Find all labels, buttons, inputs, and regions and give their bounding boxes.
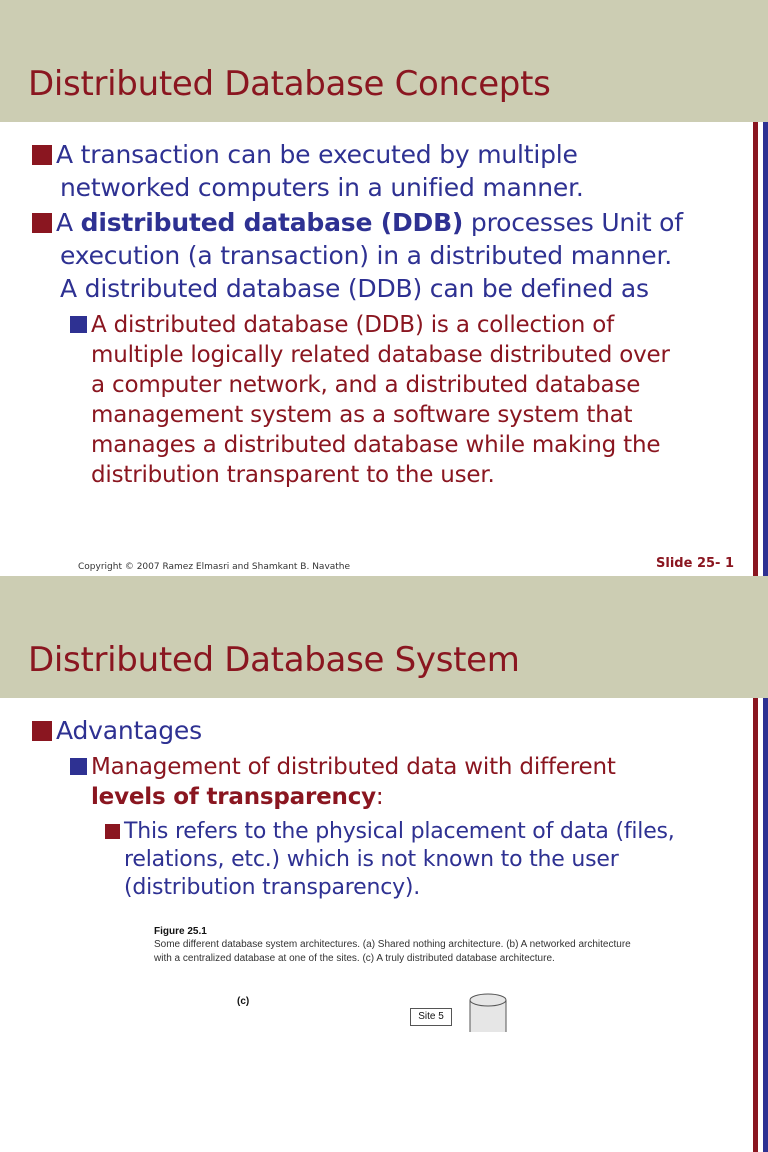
bullet-square-icon bbox=[32, 721, 52, 741]
bullet-ddb-definition: A distributed database (DDB) processes Unit of execution (a transaction) in a distributed manner. A distributed database (DDB) can be defined as bbox=[32, 206, 683, 305]
site-box: Site 5 bbox=[410, 1008, 452, 1026]
figure-caption: Some different database system architectures. (a) Shared nothing architecture. (b) A networked architecture with a centralized database at one of the sites. (c) A truly distributed database architecture. bbox=[154, 939, 631, 964]
figure-25-1 bbox=[154, 926, 634, 1022]
slide-title: Distributed Database System bbox=[28, 640, 520, 680]
figure-label: Figure 25.1 bbox=[154, 926, 207, 937]
sub-bullet-ddb-collection: A distributed database (DDB) is a collection of multiple logically related database distributed over a computer network, and a distributed database management system as a software system that manages a distributed database while making the distribution transparent to the user. bbox=[70, 310, 670, 490]
sub-bullet-transparency: Management of distributed data with different levels of transparency: bbox=[70, 752, 616, 812]
bullet-square-icon bbox=[32, 145, 52, 165]
figure-sub-label: (c) bbox=[237, 996, 250, 1007]
copyright-text: Copyright © 2007 Ramez Elmasri and Shamkant B. Navathe bbox=[78, 562, 351, 572]
bullet-square-icon bbox=[70, 758, 87, 775]
accent-stripe-red bbox=[753, 122, 758, 576]
bullet-transaction: A transaction can be executed by multiple networked computers in a unified manner. bbox=[32, 138, 584, 204]
accent-stripe-blue bbox=[763, 698, 768, 1152]
slide-2 bbox=[0, 576, 768, 1152]
accent-stripe-blue bbox=[763, 122, 768, 576]
bullet-square-icon bbox=[70, 316, 87, 333]
bullet-square-icon bbox=[32, 213, 52, 233]
bullet-square-icon bbox=[105, 824, 120, 839]
database-cylinder-icon bbox=[466, 992, 510, 1032]
bullet-advantages: Advantages bbox=[32, 714, 202, 747]
accent-stripe-red bbox=[753, 698, 758, 1152]
sub-sub-bullet-physical-placement: This refers to the physical placement of data (files, relations, etc.) which is not known to the user (distribution transparency). bbox=[105, 818, 675, 902]
slide-title: Distributed Database Concepts bbox=[28, 64, 551, 104]
slide-number: Slide 25- 1 bbox=[656, 556, 734, 571]
